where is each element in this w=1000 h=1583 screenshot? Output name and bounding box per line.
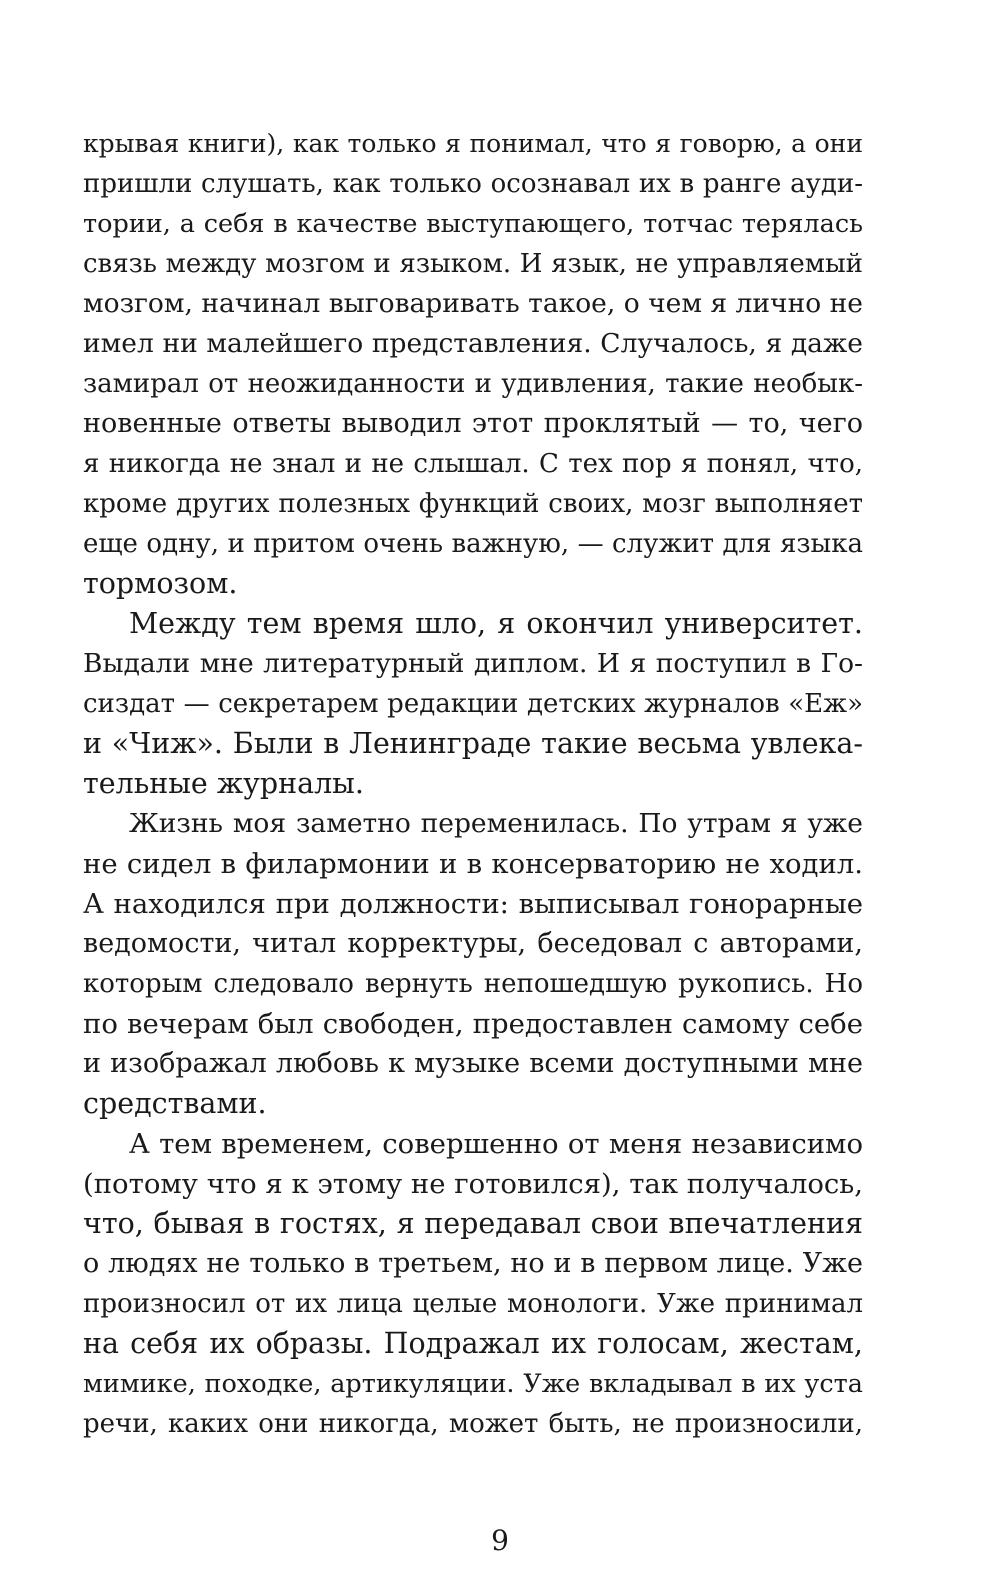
text-line: речи, каких они никогда, может быть, не произносили, (83, 1409, 863, 1439)
text-line: Выдали мне литературный диплом. И я поступил в Го- (83, 648, 863, 679)
text-line: на себя их образы. Подражал их голосам, жестам, (83, 1327, 863, 1360)
text-line: мозгом, начинал выговаривать такое, о чем я лично не (83, 288, 863, 319)
text-line: Между тем время шло, я окончил университет. (129, 607, 863, 640)
text-line: кроме других полезных функций своих, мозг выполняет (83, 489, 863, 519)
text-line: новенные ответы выводил этот проклятый — то, чего (83, 408, 863, 439)
text-line: имел ни малейшего представления. Случалось, я даже (83, 328, 863, 359)
text-line: произносил от их лица целые монологи. Уже принимал (83, 1289, 863, 1319)
text-line: связь между мозгом и языком. И язык, не управляемый (83, 249, 863, 279)
paragraph (83, 604, 863, 804)
text-line: А находился при должности: выписывал гонорарные (83, 888, 863, 920)
text-line: А тем временем, совершенно от меня независимо (129, 1128, 863, 1160)
text-line: крывая книги), как только я понимал, что я говорю, а они (83, 129, 863, 158)
text-line: тельные журналы. (83, 767, 364, 800)
page-body (83, 124, 863, 1444)
text-line: мимике, походке, артикуляции. Уже вкладывал в их уста (83, 1369, 863, 1399)
text-line: замирал от неожиданности и удивления, такие необык- (83, 369, 863, 399)
paragraph (83, 1124, 863, 1444)
text-line: тормозом. (83, 567, 238, 600)
text-line: и «Чиж». Были в Ленинграде такие весьма увлека- (83, 727, 863, 760)
text-line: что, бывая в гостях, я передавал свои впечатления (83, 1207, 863, 1240)
paragraph (83, 804, 863, 1124)
text-line: еще одну, и притом очень важную, — служит для языка (83, 529, 863, 559)
text-line: которым следовало вернуть непошедшую рукопись. Но (83, 969, 863, 999)
text-line: я никогда не знал и не слышал. С тех пор я понял, что, (83, 449, 863, 479)
text-line: Жизнь моя заметно переменилась. По утрам я уже (129, 808, 863, 839)
text-line: ведомости, читал корректуры, беседовал с авторами, (83, 928, 863, 959)
text-line: о людях не только в третьем, но и в первом лице. Уже (83, 1248, 863, 1279)
text-line: не сидел в филармонии и в консерваторию не ходил. (83, 848, 863, 880)
text-line: средствами. (83, 1087, 267, 1120)
text-line: (потому что я к этому не готовился), так получалось, (83, 1168, 864, 1200)
text-line: и изображал любовь к музыке всеми доступными мне (83, 1048, 863, 1079)
text-line: по вечерам был свободен, предоставлен самому себе (83, 1008, 863, 1040)
text-line: сиздат — секретарем редакции детских журналов «Еж» (83, 689, 863, 719)
text-line: пришли слушать, как только осознавал их в ранге ауди- (83, 169, 863, 199)
page-number: 9 (491, 1524, 509, 1557)
paragraph (83, 124, 863, 604)
text-line: тории, а себя в качестве выступающего, тотчас терялась (83, 209, 863, 239)
